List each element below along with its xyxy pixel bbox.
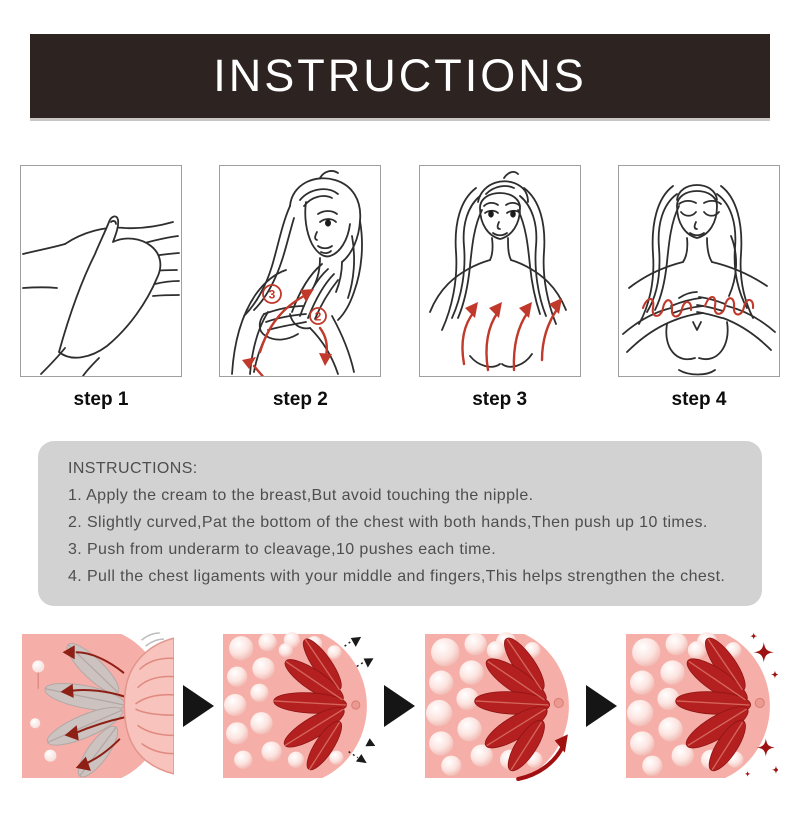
circled-3-marker: 3 <box>268 287 276 302</box>
flow-arrow-icon <box>586 685 617 727</box>
rubbing-hands-illustration <box>21 166 181 376</box>
lifting-glands-diagram <box>425 630 577 782</box>
instruction-line-2: 2. Slightly curved,Pat the bottom of the chest with both hands,Then push up 10 times. <box>68 514 708 531</box>
instruction-line-1: 1. Apply the cream to the breast,But avoid touching the nipple. <box>68 487 534 504</box>
glands-and-fat-globules-diagram <box>223 630 375 782</box>
step-2-label: step 2 <box>272 389 328 410</box>
step-1-box <box>20 165 182 377</box>
step-1-label: step 1 <box>73 389 129 410</box>
hand-pressing-gland-diagram <box>22 630 174 782</box>
step-3-label: step 3 <box>472 389 528 410</box>
step-3 <box>419 165 581 411</box>
header-banner <box>30 34 770 121</box>
instructions-heading: INSTRUCTIONS: <box>68 460 198 477</box>
step-2-box <box>219 165 381 377</box>
result-diagram-row <box>0 630 800 782</box>
circular-massage-illustration <box>619 166 779 376</box>
step-4 <box>618 165 780 411</box>
instructions-box <box>38 441 762 606</box>
firm-result-sparkles-diagram <box>626 630 778 782</box>
flow-arrow-icon <box>384 685 415 727</box>
step-4-label: step 4 <box>671 389 727 410</box>
upward-strokes-illustration <box>420 166 580 376</box>
instruction-line-3: 3. Push from underarm to cleavage,10 pushes each time. <box>68 541 497 558</box>
instruction-line-4: 4. Pull the chest ligaments with your middle and fingers,This helps strengthen the chest. <box>68 568 726 585</box>
circled-2-marker: 2 <box>314 309 322 324</box>
step-3-box <box>419 165 581 377</box>
step-1 <box>20 165 182 411</box>
step-4-box <box>618 165 780 377</box>
page-title: INSTRUCTIONS <box>213 50 587 101</box>
steps-row <box>0 165 800 411</box>
step-2 <box>219 165 381 411</box>
flow-arrow-icon <box>183 685 214 727</box>
apply-neck-chest-illustration <box>220 166 380 376</box>
